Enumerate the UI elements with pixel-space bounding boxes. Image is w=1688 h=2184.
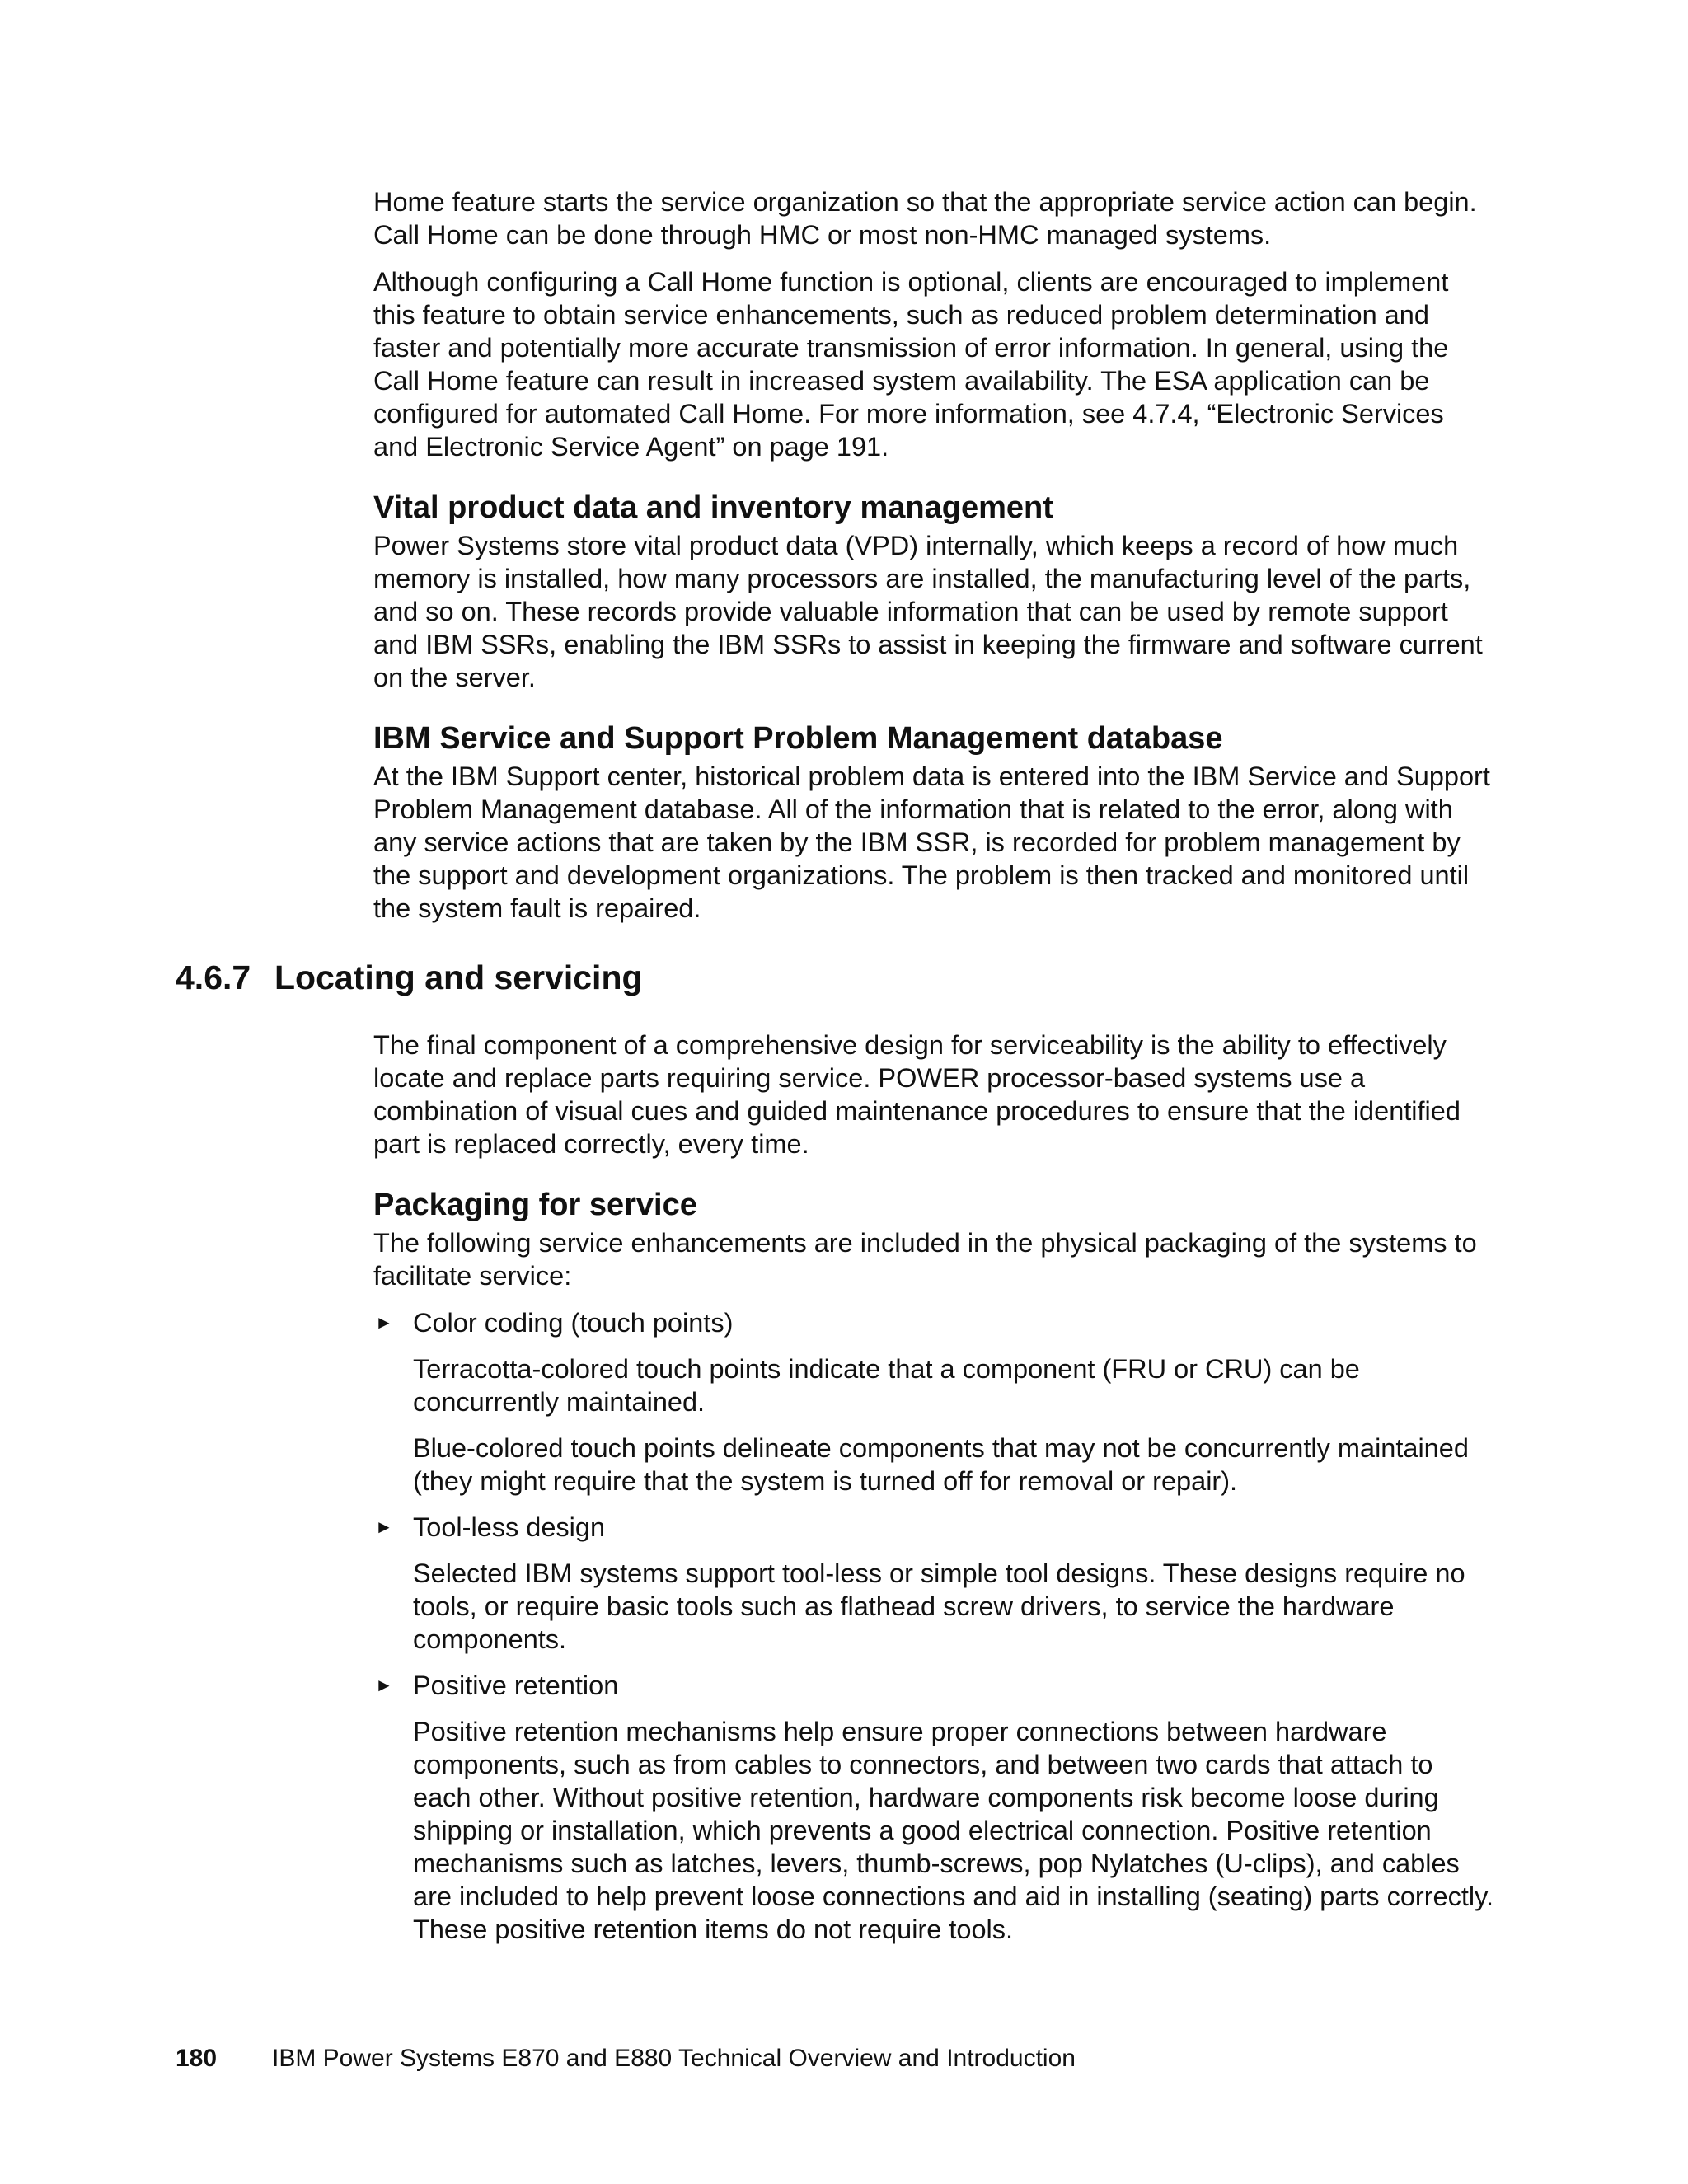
bullet-title: Color coding (touch points) <box>413 1308 734 1338</box>
bullet-arrow-icon: ► <box>375 1516 393 1537</box>
intro-paragraph-1: Home feature starts the service organization so that the appropriate service action can begin. Call Home can be done through HMC or most non-HMC managed systems. <box>373 187 1477 250</box>
bullet-detail: Terracotta-colored touch points indicate that a component (FRU or CRU) can be concurrently maintained. <box>413 1354 1360 1417</box>
page-number: 180 <box>176 2045 218 2072</box>
page-footer <box>176 2042 1076 2075</box>
packaging-heading: Packaging for service <box>373 1188 697 1222</box>
intro-paragraph-2: Although configuring a Call Home function is optional, clients are encouraged to implement this feature to obtain service enhancements, such as reduced problem determination and faster and potentially more accurate transmission of error information. In general, using the Call Home feature can result in increased system availability. The ESA application can be configured for automated Call Home. For more information, see 4.7.4, “Electronic Services and Electronic Service Agent” on page 191. <box>373 267 1449 462</box>
section-number: 4.6.7 <box>176 958 251 996</box>
bullet-arrow-icon: ► <box>375 1312 393 1333</box>
bullet-item-color-coding <box>373 1306 1494 1339</box>
pmdb-heading: IBM Service and Support Problem Management database <box>373 721 1223 756</box>
section-heading <box>176 956 1494 999</box>
book-title: IBM Power Systems E870 and E880 Technical Overview and Introduction <box>272 2045 1076 2072</box>
bullet-arrow-icon: ► <box>375 1675 393 1695</box>
bullet-title: Tool-less design <box>413 1512 606 1542</box>
bullet-item-tool-less <box>373 1511 1494 1544</box>
pmdb-paragraph: At the IBM Support center, historical problem data is entered into the IBM Service and Support Problem Management database. All of the information that is related to the error, along with any service actions that are taken by the IBM SSR, is recorded for problem management by the support and development organizations. The problem is then tracked and monitored until the system fault is repaired. <box>373 762 1490 923</box>
vpd-heading: Vital product data and inventory management <box>373 490 1053 525</box>
bullet-detail: Selected IBM systems support tool-less or simple tool designs. These designs require no tools, or require basic tools such as flathead screw drivers, to service the hardware components. <box>413 1558 1465 1654</box>
bullet-item-positive-retention <box>373 1669 1494 1702</box>
vpd-paragraph: Power Systems store vital product data (VPD) internally, which keeps a record of how much memory is installed, how many processors are installed, the manufacturing level of the parts, and so on. These records provide valuable information that can be used by remote support and IBM SSRs, enabling the IBM SSRs to assist in keeping the firmware and software current on the server. <box>373 531 1483 692</box>
section-paragraph: The final component of a comprehensive design for serviceability is the ability to effectively locate and replace parts requiring service. POWER processor-based systems use a combination of visual cues and guided maintenance procedures to ensure that the identified part is replaced correctly, every time. <box>373 1030 1461 1159</box>
bullet-title: Positive retention <box>413 1671 619 1700</box>
page-content <box>176 185 1494 1959</box>
bullet-detail: Blue-colored touch points delineate components that may not be concurrently maintained (they might require that the system is turned off for removal or repair). <box>413 1433 1469 1496</box>
packaging-intro: The following service enhancements are included in the physical packaging of the systems to facilitate service: <box>373 1228 1477 1291</box>
section-title: Locating and servicing <box>274 958 643 996</box>
bullet-detail: Positive retention mechanisms help ensure proper connections between hardware components, such as from cables to connectors, and between two cards that attach to each other. Without positive retention, hardware components risk become loose during shipping or installation, which prevents a good electrical connection. Positive retention mechanisms such as latches, levers, thumb-screws, pop Nylatches (U-clips), and cables are included to help prevent loose connections and aid in installing (seating) parts correctly. These positive retention items do not require tools. <box>413 1717 1493 1944</box>
